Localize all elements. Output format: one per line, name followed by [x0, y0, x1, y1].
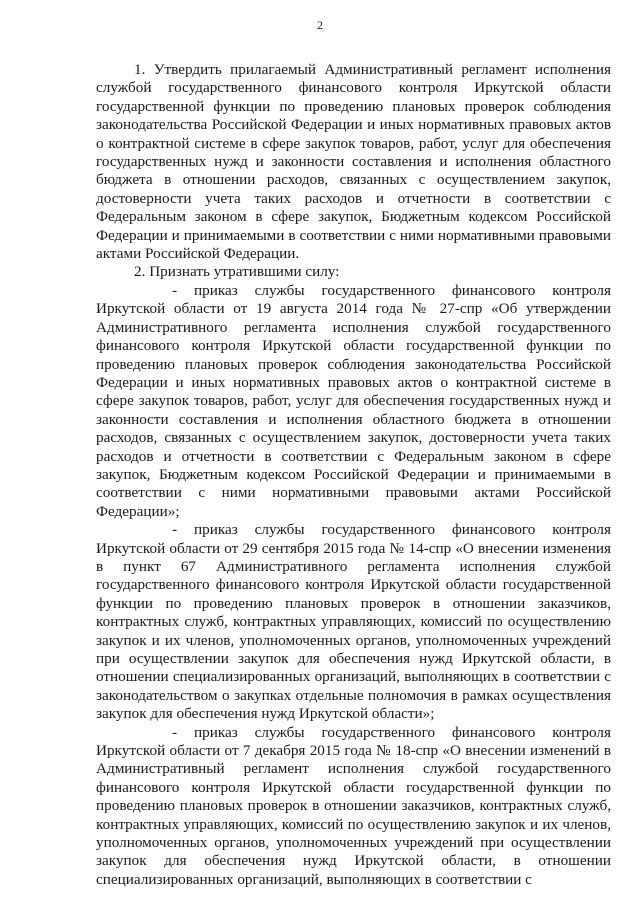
list-item-order-27-spr: - приказ службы государственного финансового контроля Иркутской области от 19 августа 2014 года № 27-спр «Об утверждении Административного регламента исполнения службой государственного финансового контроля Иркутской области государственной функции по проведению плановых проверок соблюдения законодательства Российской Федерации и иных нормативных правовых актов о контрактной системе в сфере закупок товаров, работ, услуг для обеспечения государственных нужд и законности составления и исполнения областного бюджета в отношении расходов, связанных с осуществлением закупок, достоверности учета таких расходов и отчетности в соответствии с Федеральным законом в сфере закупок, Бюджетным кодексом Российской Федерации и принимаемыми в соответствии с ними нормативными правовыми актами Российской Федерации»; — [96, 281, 611, 520]
list-item-order-14-spr: - приказ службы государственного финансового контроля Иркутской области от 29 сентября 2015 года № 14-спр «О внесении изменения в пункт 67 Административного регламента исполнения службой государственного финансового контроля Иркутской области государственной функции по проведению плановых проверок в отношении заказчиков, контрактных служб, контрактных управляющих, комиссий по осуществлению закупок и их членов, уполномоченных органов, уполномоченных учреждений при осуществлении закупок для обеспечения нужд Иркутской области, в отношении специализированных организаций, выполняющих в соответствии с законодательством о закупках отдельные полномочия в рамках осуществления закупок для обеспечения нужд Иркутской области»; — [96, 521, 611, 723]
document-body — [96, 61, 611, 889]
paragraph-approve-regulation: 1. Утвердить прилагаемый Административный регламент исполнения службой государственного финансового контроля Иркутской области государственной функции по проведению плановых проверок соблюдения законодательства Российской Федерации и иных нормативных правовых актов о контрактной системе в сфере закупок товаров, работ, услуг для обеспечения государственных нужд и законности составления и исполнения областного бюджета в отношении расходов, связанных с осуществлением закупок, достоверности учета таких расходов и отчетности в соответствии с Федеральным законом в сфере закупок, Бюджетным кодексом Российской Федерации и принимаемыми в соответствии с ними нормативными правовыми актами Российской Федерации. — [96, 61, 611, 263]
list-item-order-18-spr: - приказ службы государственного финансового контроля Иркутской области от 7 декабря 2015 года № 18-спр «О внесении изменений в Административный регламент исполнения службой государственного финансового контроля Иркутской области государственной функции по проведению плановых проверок в отношении заказчиков, контрактных служб, контрактных управляющих, комиссий по осуществлению закупок и их членов, уполномоченных органов, уполномоченных учреждений при осуществлении закупок для обеспечения нужд Иркутской области, в отношении специализированных организаций, выполняющих в соответствии с — [96, 723, 611, 888]
paragraph-declare-invalid: 2. Признать утратившими силу: — [134, 263, 340, 281]
page-number: 2 — [317, 18, 323, 32]
